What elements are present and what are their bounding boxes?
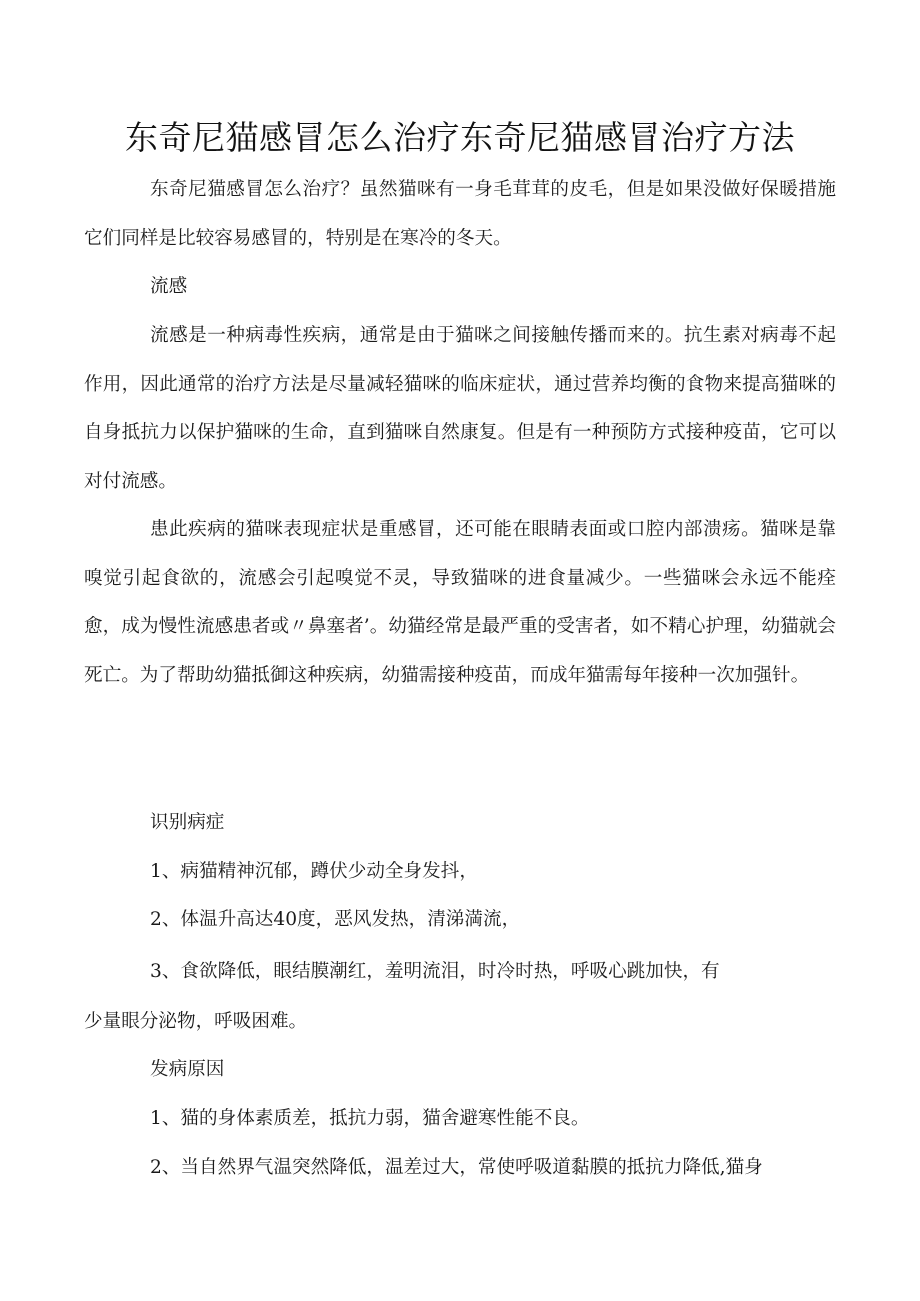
flu-paragraph-1: 流感是一种病毒性疾病，通常是由于猫咪之间接触传播而来的。抗生素对病毒不起作用，因此通常的治疗方法是尽量减轻猫咪的临床症状，通过营养均衡的食物来提高猫咪的自身抵抗力以保护猫咪的生命，直到猫咪自然康复。但是有一种预防方式接种疫苗，它可以对付流感。 [84, 325, 836, 492]
section-heading-causes: 发病原因 [150, 1059, 225, 1080]
intro-paragraph: 东奇尼猫感冒怎么治疗？虽然猫咪有一身毛茸茸的皮毛，但是如果没做好保暖措施它们同样是比较容易感冒的，特别是在寒冷的冬天。 [84, 179, 836, 249]
symptom-item-2: 2、体温升高达40度，恶风发热，清涕満流， [150, 909, 521, 930]
cause-item-2: 2、当自然界气温突然降低，温差过大，常使呼吸道黏膜的抵抗力降低,猫身 [150, 1157, 763, 1178]
cause-item-1: 1、猫的身体素质差，抵抗力弱，猫舍避寒性能不良。 [150, 1108, 590, 1129]
page-title: 东奇尼猫感冒怎么治疗东奇尼猫感冒治疗方法 [125, 118, 795, 157]
symptom-item-3-line-1: 3、食欲降低，眼结膜潮红，羞明流泪，时冷时热，呼吸心跳加快，有 [150, 961, 720, 982]
section-heading-symptoms: 识别病症 [150, 812, 225, 833]
section-heading-flu: 流感 [150, 276, 188, 297]
flu-paragraph-2: 患此疾病的猫咪表现症状是重感冒，还可能在眼睛表面或口腔内部溃疡。猫咪是靠嗅觉引起食欲的，流感会引起嗅觉不灵，导致猫咪的进食量减少。一些猫咪会永远不能痊愈，成为慢性流感患者或〃鼻塞者’。幼猫经常是最严重的受害者，如不精心护理，幼猫就会死亡。为了帮助幼猫抵御这种疾病，幼猫需接种疫苗，而成年猫需每年接种一次加强针。 [84, 519, 836, 686]
symptom-item-1: 1、病猫精神沉郁，蹲伏少动全身发抖， [150, 861, 478, 882]
symptom-item-3-line-2: 少量眼分泌物，呼吸困难。 [84, 1011, 308, 1032]
